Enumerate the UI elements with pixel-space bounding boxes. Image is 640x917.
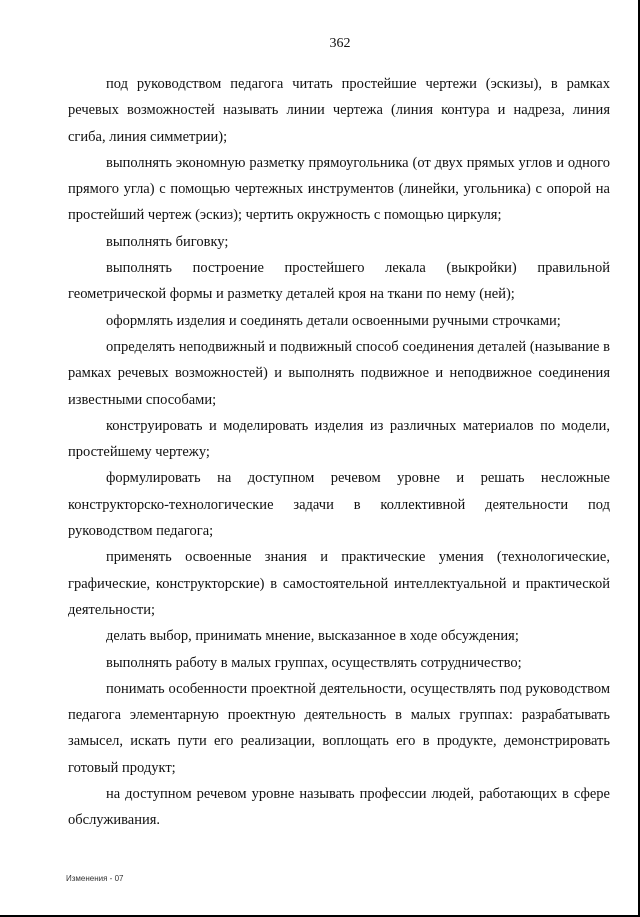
paragraph: конструировать и моделировать изделия из различных материалов по модели, простейшему чертежу; bbox=[68, 417, 610, 461]
paragraph: определять неподвижный и подвижный способ соединения деталей (называние в рамках речевых возможностей) и выполнять подвижное и неподвижное соединения известными способами; bbox=[68, 338, 610, 408]
paragraph: формулировать на доступном речевом уровне и решать несложные конструкторско-технологические задачи в коллективной деятельности под руководством педагога; bbox=[68, 470, 610, 540]
paragraph: под руководством педагога читать простейшие чертежи (эскизы), в рамках речевых возможностей называть линии чертежа (линия контура и надреза, линия сгиба, линия симметрии); bbox=[68, 76, 610, 145]
document-body bbox=[68, 71, 610, 834]
paragraph: на доступном речевом уровне называть профессии людей, работающих в сфере обслуживания. bbox=[68, 786, 610, 829]
paragraph: понимать особенности проектной деятельности, осуществлять под руководством педагога элементарную проектную деятельность в малых группах: разрабатывать замысел, искать пути его реализации, воплощать его в продукте, демонстрировать готовый продукт; bbox=[68, 680, 610, 776]
page-number: 362 bbox=[329, 36, 351, 51]
paragraph: выполнять биговку; bbox=[106, 233, 229, 250]
footer-revision-note: Изменения - 07 bbox=[66, 874, 124, 883]
paragraph: оформлять изделия и соединять детали освоенными ручными строчками; bbox=[106, 312, 561, 329]
paragraph: выполнять построение простейшего лекала (выкройки) правильной геометрической формы и разметку деталей кроя на ткани по нему (ней); bbox=[68, 260, 610, 303]
paragraph: выполнять работу в малых группах, осуществлять сотрудничество; bbox=[106, 654, 522, 671]
paragraph: применять освоенные знания и практические умения (технологические, графические, конструкторские) в самостоятельной интеллектуальной и практической деятельности; bbox=[68, 549, 610, 618]
paragraph: выполнять экономную разметку прямоугольника (от двух прямых углов и одного прямого угла) с помощью чертежных инструментов (линейки, угольника) с опорой на простейший чертеж (эскиз); чертить окружность с помощью циркуля; bbox=[68, 154, 610, 224]
paragraph: делать выбор, принимать мнение, высказанное в ходе обсуждения; bbox=[106, 628, 519, 645]
